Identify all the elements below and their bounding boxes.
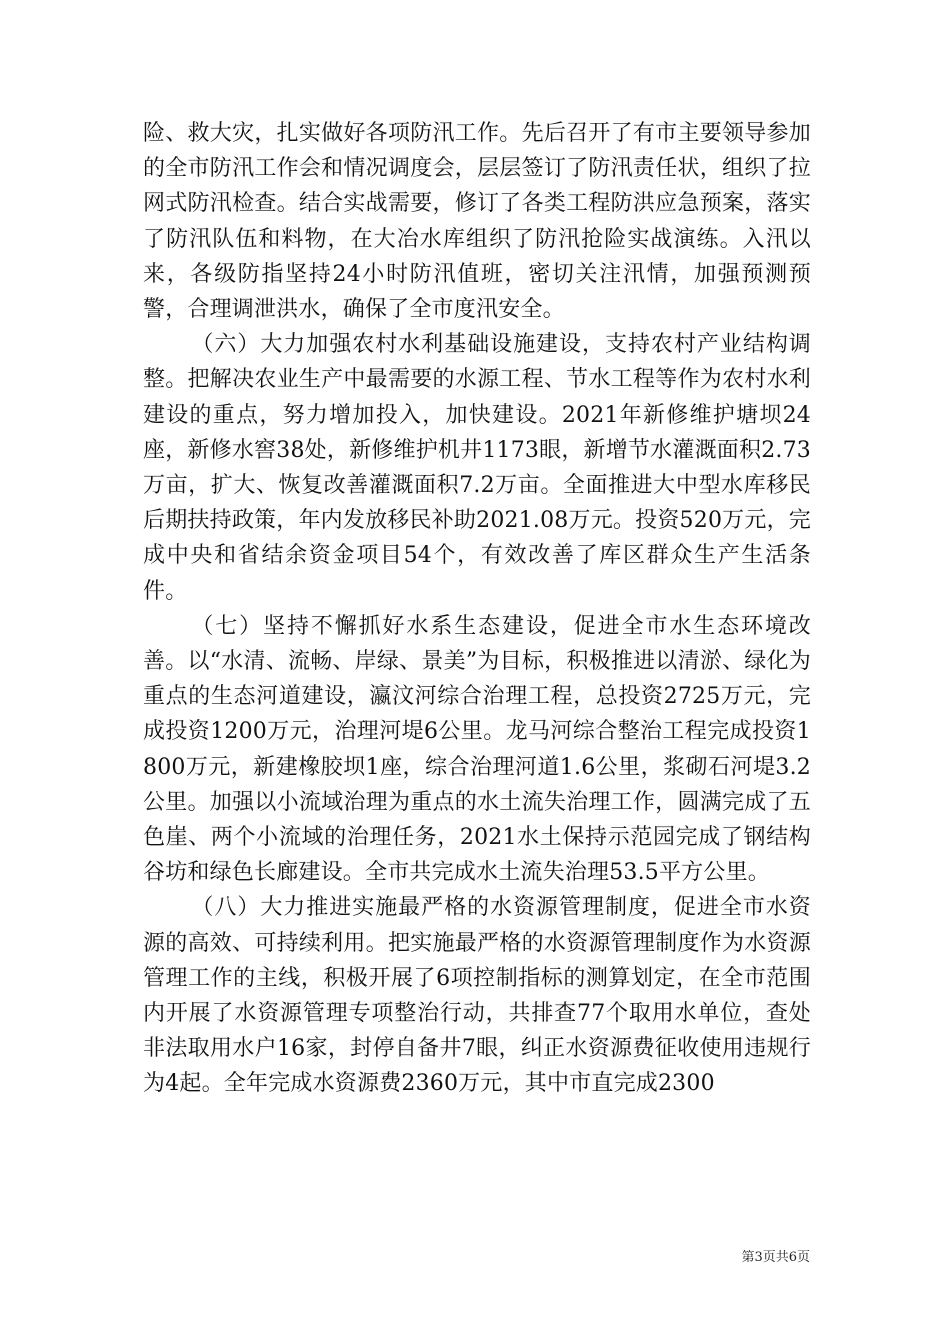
paragraph-flood-control: 险、救大灾，扎实做好各项防汛工作。先后召开了有市主要领导参加的全市防汛工作会和情况调度会，层层签订了防汛责任状，组织了拉网式防汛检查。结合实战需要，修订了各类工程防洪应急预案，落实了防汛队伍和料物，在大冶水库组织了防汛抢险实战演练。入汛以来，各级防指坚持24小时防汛值班，密切关注汛情，加强预测预警，合理调泄洪水，确保了全市度汛安全。 [143, 121, 811, 323]
paragraph-rural-water-infrastructure: （六）大力加强农村水利基础设施建设，支持农村产业结构调整。把解决农业生产中最需要的水源工程、节水工程等作为农村水利建设的重点，努力增加投入，加快建设。2021年新修维护塘坝24座，新修水窖38处，新修维护机井1173眼，新增节水灌溉面积2.73万亩，扩大、恢复改善灌溉面积7.2万亩。全面推进大中型水库移民后期扶持政策，年内发放移民补助2021.08万元。投资520万元，完成中央和省结余资金项目54个，有效改善了库区群众生产生活条件。 [143, 332, 811, 604]
document-body [143, 116, 811, 1102]
paragraph-water-resource-management: （八）大力推进实施最严格的水资源管理制度，促进全市水资源的高效、可持续利用。把实施最严格的水资源管理制度作为水资源管理工作的主线，积极开展了6项控制指标的测算划定，在全市范围内开展了水资源管理专项整治行动，共排查77个取用水单位，查处非法取用水户16家，封停自备井7眼，纠正水资源费征收使用违规行为4起。全年完成水资源费2360万元，其中市直完成2300 [143, 895, 811, 1097]
page-number-footer: 第3页共6页 [741, 1250, 810, 1265]
paragraph-water-ecology: （七）坚持不懈抓好水系生态建设，促进全市水生态环境改善。以“水清、流畅、岸绿、景美”为目标，积极推进以清淤、绿化为重点的生态河道建设，瀛汶河综合治理工程，总投资2725万元，完成投资1200万元，治理河堤6公里。龙马河综合整治工程完成投资1800万元，新建橡胶坝1座，综合治理河道1.6公里，浆砌石河堤3.2公里。加强以小流域治理为重点的水土流失治理工作，圆满完成了五色崖、两个小流域的治理任务，2021水土保持示范园完成了钢结构谷坊和绿色长廊建设。全市共完成水土流失治理53.5平方公里。 [143, 613, 811, 886]
